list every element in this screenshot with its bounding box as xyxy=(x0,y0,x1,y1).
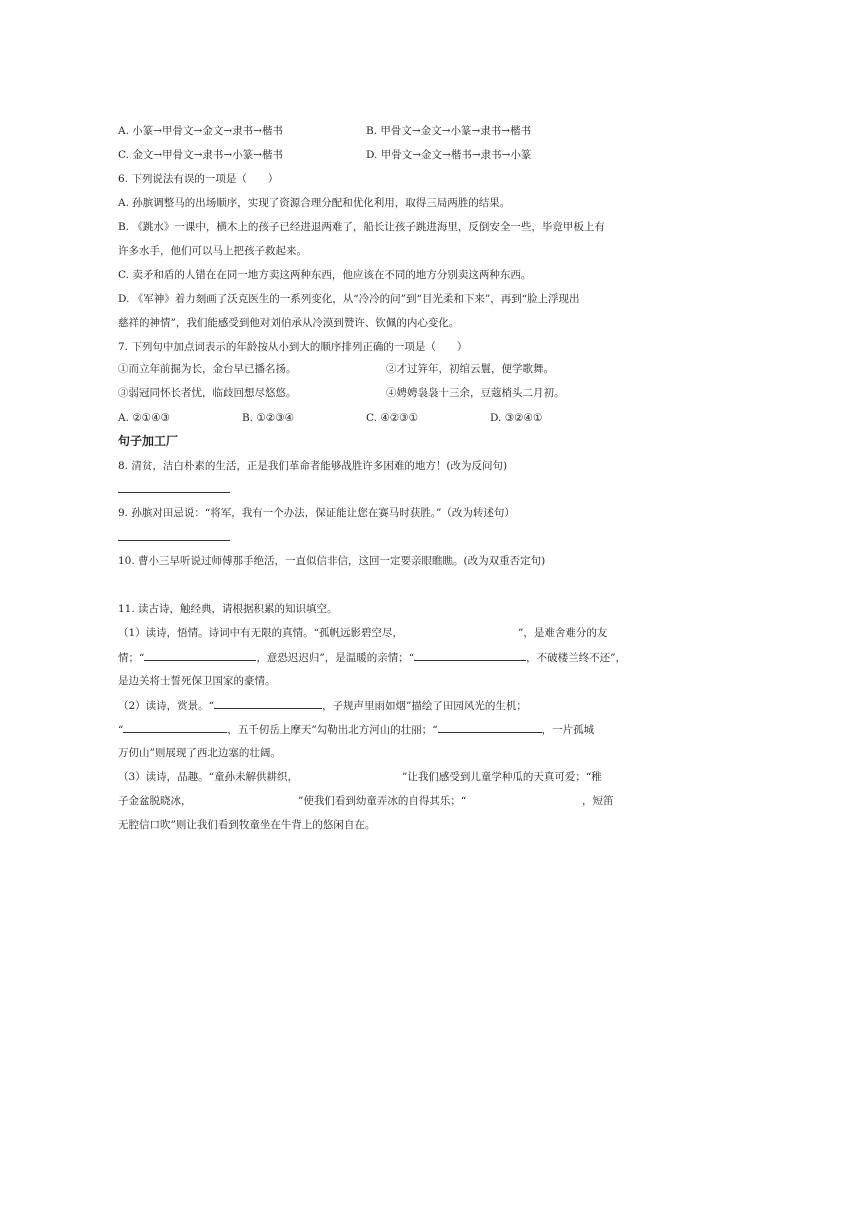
q6-option-a: A. 孙膑调整马的出场顺序，实现了资源合理分配和优化利用，取得三局两胜的结果。 xyxy=(118,197,511,209)
q9-text: 9. 孙膑对田忌说：“将军，我有一个办法，保证能让您在赛马时获胜。”（改为转述句） xyxy=(118,507,515,519)
q7-s1-post: 掘为长，金台早已播名扬。 xyxy=(170,363,297,375)
q5-option-b: B. 甲骨文→金文→小篆→隶书→楷书 xyxy=(366,125,532,137)
q11-part3-line2c: ，短笛 xyxy=(582,795,614,807)
q7-sentence-4: ④娉娉袅袅十三余，豆蔻梢头二月初。 xyxy=(386,387,565,399)
q6-option-d-line2: 慈祥的神情”，我们能感受到他对刘伯承从冷漠到赞许、钦佩的内心变化。 xyxy=(118,317,460,329)
q9-answer-line[interactable] xyxy=(118,540,230,541)
q11-part1-line2 xyxy=(118,650,626,665)
q11-blank-4[interactable] xyxy=(214,698,322,709)
q6-option-b-line2: 许多水手，他们可以马上把孩子救起来。 xyxy=(118,245,307,257)
q11-part1-line1b: ”，是难舍难分的友 xyxy=(518,627,608,639)
q11-part2-line2 xyxy=(118,722,594,737)
q11-part3-line1b: ”让我们感受到儿童学种瓜的天真可爱；“稚 xyxy=(402,771,602,783)
q6-option-c: C. 卖矛和盾的人错在在同一地方卖这两种东西，他应该在不同的地方分别卖这两种东西。 xyxy=(118,269,532,281)
q7-s1-pre: ①而立年前 xyxy=(118,363,171,375)
q11-part2-line1a: （2）读诗，赏景。“ xyxy=(118,700,215,712)
q7-sentence-1 xyxy=(118,362,297,376)
q5-option-c: C. 金文→甲骨文→隶书→小篆→楷书 xyxy=(118,149,284,161)
q6-stem: 6. 下列说法有误的一项是（ ） xyxy=(118,173,279,185)
q5-option-a: A. 小篆→甲骨文→金文→隶书→楷书 xyxy=(118,125,283,137)
q11-part2-line2c: ，一片孤城 xyxy=(541,724,595,736)
q8-answer-line[interactable] xyxy=(118,492,230,493)
q11-part2-line2a: “ xyxy=(118,724,124,736)
q7-sentence-2: ②才过笄年，初绾云鬟，便学歌舞。 xyxy=(386,363,554,375)
q11-part3-line2a: 子金盆脱晓冰， xyxy=(118,795,192,807)
section-title: 句子加工厂 xyxy=(118,434,179,448)
q11-part1-line1a: （1）读诗，悟情。诗词中有无限的真情。“孤帆远影碧空尽， xyxy=(118,627,404,639)
q11-part3-line1a: （3）读诗，品趣。“童孙未解供耕织， xyxy=(118,771,299,783)
q7-sentence-3: ③弱冠同怀长者忧，临歧回想尽悠悠。 xyxy=(118,387,297,399)
q8-text: 8. 清贫，洁白朴素的生活，正是我们革命者能够战胜许多困难的地方！(改为反问句) xyxy=(118,460,508,472)
q11-stem: 11. 读古诗，触经典，请根据积累的知识填空。 xyxy=(118,603,338,615)
q11-part2-line3: 万仞山”则展现了西北边塞的壮阔。 xyxy=(118,747,281,759)
q11-part3-line2b: ”使我们看到幼童弄冰的自得其乐；“ xyxy=(298,795,467,807)
q5-option-d: D. 甲骨文→金文→楷书→隶书→小篆 xyxy=(366,149,532,161)
q6-option-b-line1: B. 《跳水》一课中，横木上的孩子已经进退两难了，船长让孩子跳进海里，反倒安全一些，毕竟甲板上有 xyxy=(118,221,605,233)
q7-stem: 7. 下列句中加点词表示的年龄按从小到大的顺序排列正确的一项是（ ） xyxy=(118,341,468,353)
q11-blank-3[interactable] xyxy=(414,650,526,661)
q11-part2-line1 xyxy=(118,698,527,713)
q7-option-a: A. ②①④③ xyxy=(118,412,170,424)
q11-part1-line2a: 情；“ xyxy=(118,652,145,664)
q11-part2-line1b: ，子规声里雨如烟”描绘了田园风光的生机； xyxy=(322,700,527,712)
q7-option-b: B. ①②③④ xyxy=(242,412,295,424)
q7-option-c: C. ④②③① xyxy=(366,412,418,424)
q10-text: 10. 曹小三早听说过师傅那手绝活，一直似信非信，这回一定要亲眼瞧瞧。(改为双重否定句) xyxy=(118,555,546,567)
q11-part2-line2b: ，五千仞岳上摩天”勾勒出北方河山的壮丽；“ xyxy=(227,724,438,736)
q11-part1-line2c: ，不破楼兰终不还”， xyxy=(526,652,626,664)
q6-option-d-line1: D. 《军神》着力刻画了沃克医生的一系列变化，从“冷冷的问”到“目光柔和下来”，再到“脸上浮现出 xyxy=(118,293,580,305)
q11-part1-line3: 是边关将士誓死保卫国家的豪情。 xyxy=(118,675,276,687)
q11-blank-6[interactable] xyxy=(438,722,542,733)
q7-option-d: D. ③②④① xyxy=(490,412,543,424)
q11-blank-5[interactable] xyxy=(123,722,227,733)
q11-blank-2[interactable] xyxy=(144,650,256,661)
q11-part3-line3: 无腔信口吹”则让我们看到牧童坐在牛背上的悠闲自在。 xyxy=(118,819,376,831)
q11-part1-line2b: ，意恐迟迟归”，是温暖的亲情；“ xyxy=(256,652,415,664)
